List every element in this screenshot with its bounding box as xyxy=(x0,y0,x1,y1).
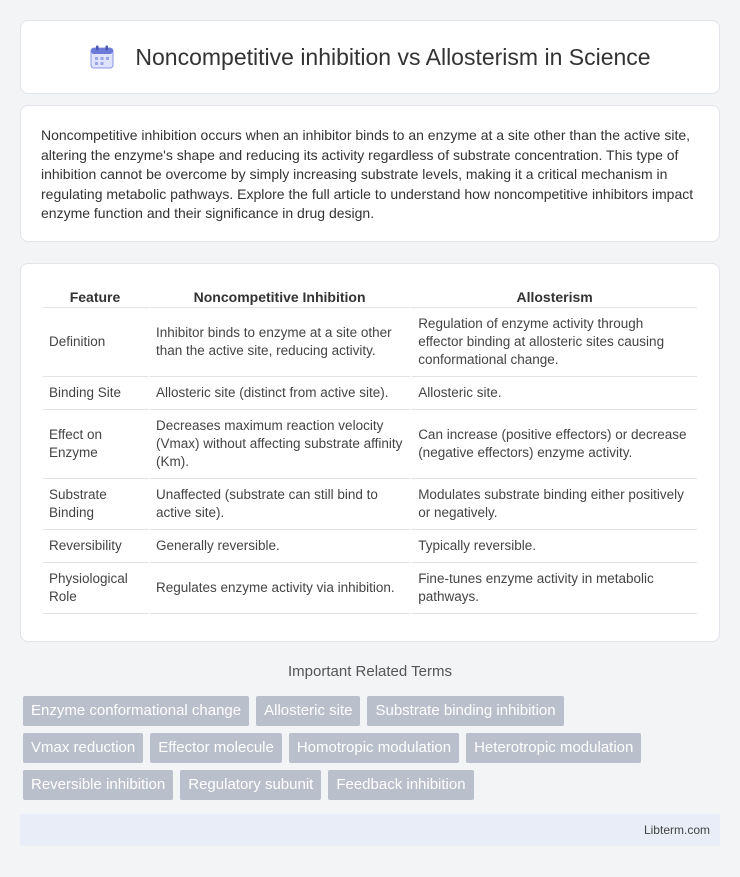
page-title: Noncompetitive inhibition vs Allosterism in Science xyxy=(135,43,651,70)
table-row xyxy=(43,563,697,614)
header-noncompetitive: Noncompetitive Inhibition xyxy=(150,282,412,308)
table-row xyxy=(43,479,697,530)
related-terms-list xyxy=(23,696,723,807)
comparison-table xyxy=(43,282,697,614)
header-card xyxy=(20,20,720,94)
feature-cell: Reversibility xyxy=(43,530,150,563)
allosterism-cell: Typically reversible. xyxy=(412,530,697,563)
feature-cell: Physiological Role xyxy=(43,563,150,614)
noncompetitive-cell: Regulates enzyme activity via inhibition. xyxy=(150,563,412,614)
header-feature: Feature xyxy=(43,282,150,308)
allosterism-cell: Fine-tunes enzyme activity in metabolic pathways. xyxy=(412,563,697,614)
header-allosterism: Allosterism xyxy=(412,282,697,308)
table-row xyxy=(43,377,697,410)
footer-link[interactable]: Libterm.com xyxy=(643,823,710,837)
feature-cell: Binding Site xyxy=(43,377,150,410)
table-header-row xyxy=(43,282,697,308)
noncompetitive-cell: Inhibitor binds to enzyme at a site other than the active site, reducing activity. xyxy=(150,308,412,377)
related-term-tag[interactable]: Effector molecule xyxy=(150,733,282,763)
feature-cell: Substrate Binding xyxy=(43,479,150,530)
related-terms-row xyxy=(23,733,723,763)
feature-cell: Definition xyxy=(43,308,150,377)
comparison-table-card xyxy=(20,263,720,642)
footer xyxy=(20,814,720,846)
related-term-tag[interactable]: Allosteric site xyxy=(256,696,360,726)
related-term-tag[interactable]: Substrate binding inhibition xyxy=(367,696,563,726)
allosterism-cell: Modulates substrate binding either positively or negatively. xyxy=(412,479,697,530)
related-term-tag[interactable]: Homotropic modulation xyxy=(289,733,459,763)
table-row xyxy=(43,530,697,563)
noncompetitive-cell: Generally reversible. xyxy=(150,530,412,563)
table-row xyxy=(43,410,697,479)
allosterism-cell: Can increase (positive effectors) or decrease (negative effectors) enzyme activity. xyxy=(412,410,697,479)
related-term-tag[interactable]: Feedback inhibition xyxy=(328,770,473,800)
related-terms-title: Important Related Terms xyxy=(288,663,452,680)
noncompetitive-cell: Decreases maximum reaction velocity (Vmax) without affecting substrate affinity (Km). xyxy=(150,410,412,479)
allosterism-cell: Allosteric site. xyxy=(412,377,697,410)
allosterism-cell: Regulation of enzyme activity through effector binding at allosteric sites causing conformational change. xyxy=(412,308,697,377)
related-term-tag[interactable]: Heterotropic modulation xyxy=(466,733,641,763)
related-terms-row xyxy=(23,696,723,726)
related-term-tag[interactable]: Enzyme conformational change xyxy=(23,696,249,726)
table-row xyxy=(43,308,697,377)
intro-paragraph: Noncompetitive inhibition occurs when an inhibitor binds to an enzyme at a site other than the active site, altering the enzyme's shape and reducing its activity regardless of substrate concentration. This type of inhibition cannot be overcome by simply increasing substrate levels, making it a critical mechanism in regulating metabolic pathways. Explore the full article to understand how noncompetitive inhibitors impact enzyme function and their significance in drug design. xyxy=(41,127,694,221)
intro-card xyxy=(20,105,720,242)
related-terms-row xyxy=(23,770,723,800)
noncompetitive-cell: Unaffected (substrate can still bind to active site). xyxy=(150,479,412,530)
noncompetitive-cell: Allosteric site (distinct from active site). xyxy=(150,377,412,410)
related-term-tag[interactable]: Vmax reduction xyxy=(23,733,143,763)
calendar-icon xyxy=(89,44,115,70)
related-term-tag[interactable]: Regulatory subunit xyxy=(180,770,321,800)
feature-cell: Effect on Enzyme xyxy=(43,410,150,479)
related-term-tag[interactable]: Reversible inhibition xyxy=(23,770,173,800)
